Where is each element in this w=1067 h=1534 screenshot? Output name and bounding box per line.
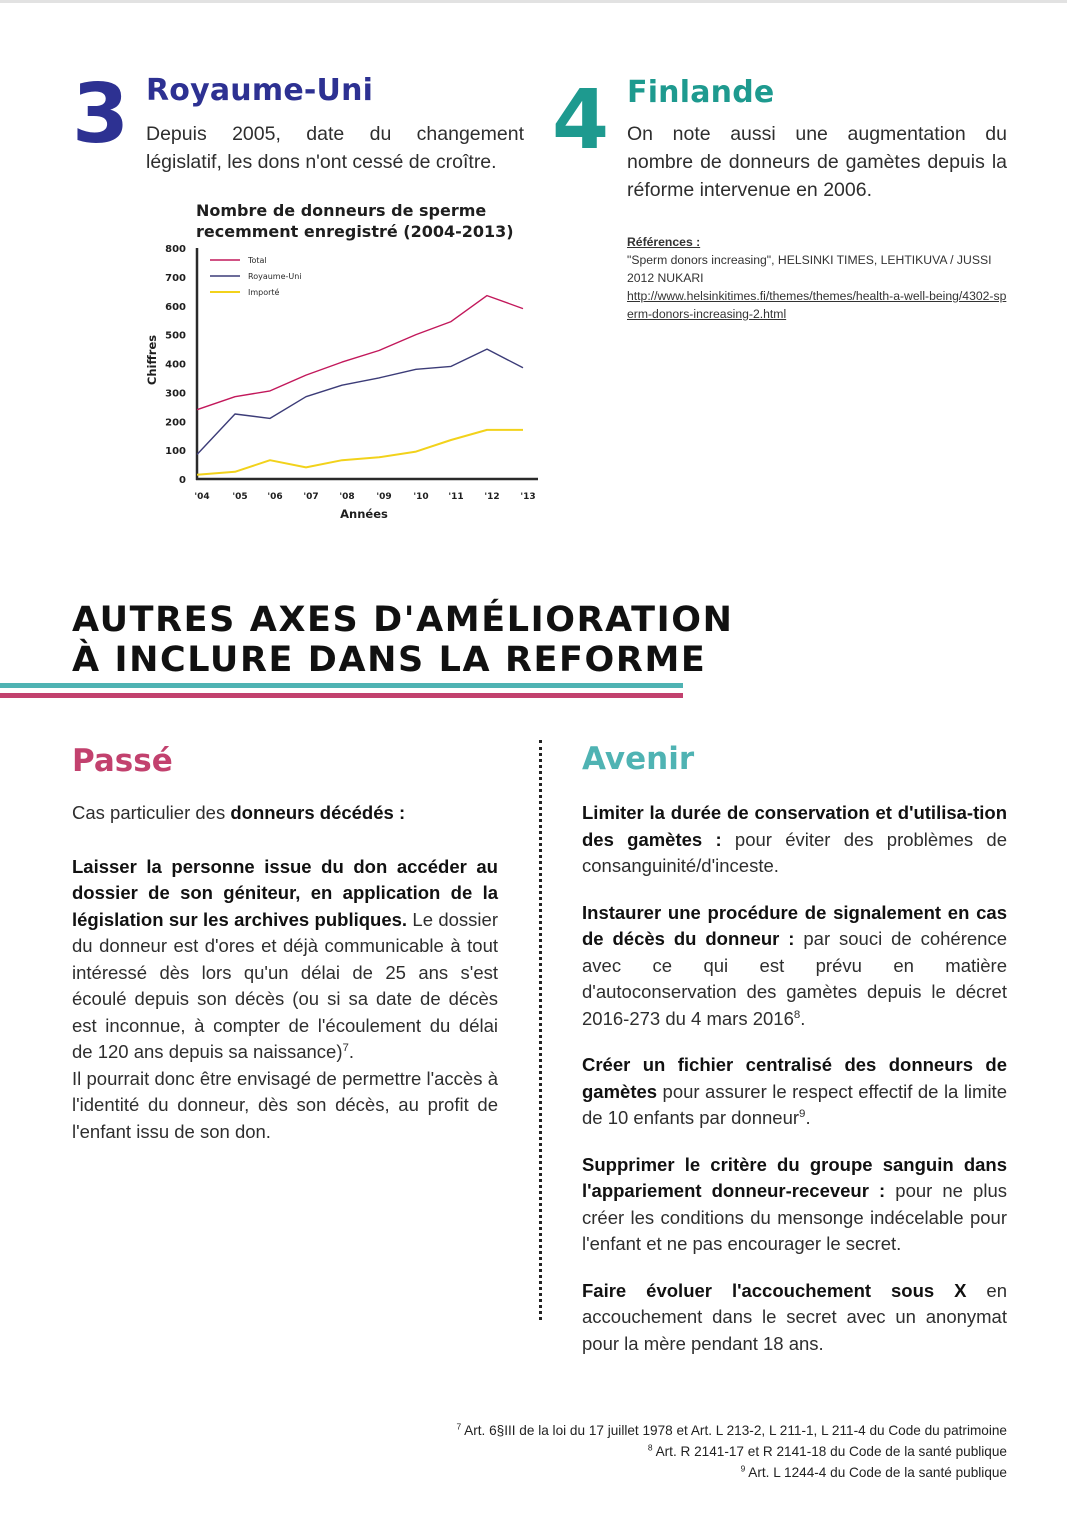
future-item-bold: Instaurer une procédure de signalement en cas de décès du donneur : [582, 901, 1007, 949]
x-tick-label: '05 [232, 492, 248, 502]
future-item [582, 1052, 1007, 1132]
future-item-text: en accouchement dans le secret avec un anonymat pour la mère pendant 18 ans. [582, 1279, 1008, 1354]
future-item-text: pour assurer le respect effectif de la limite de 10 enfants par donneur [582, 1080, 1007, 1128]
future-item-bold: Créer un fichier centralisé des donneurs de gamètes [582, 1054, 1007, 1102]
column-divider-dotted [539, 740, 542, 1320]
future-item-bold: Supprimer le critère du groupe sanguin dans l'appariement donneur-receveur : [582, 1153, 1007, 1201]
footnote-number: 9 [740, 1463, 746, 1474]
y-tick-label: 0 [179, 475, 186, 486]
y-axis-label: Chiffres [145, 334, 159, 386]
past-intro [72, 800, 498, 827]
x-tick-label: '06 [267, 492, 283, 502]
y-tick-label: 800 [165, 244, 186, 255]
x-tick-label: '11 [448, 492, 464, 502]
chart-title: Nombre de donneurs de sperme recemment enregistré (2004-2013) [196, 201, 514, 241]
uk-intro-text: Depuis 2005, date du changement législatif, les dons n'ont cessé de croître. [146, 123, 524, 173]
x-tick-label: '07 [303, 492, 319, 502]
y-tick-label: 200 [165, 417, 186, 429]
uk-section-number: 3 [72, 67, 130, 162]
past-p1-text: Le dossier du donneur est d'ores et déjà communicable à tout intéressé dès lors qu'un délai de 25 ans s'est écoulé depuis son décès (ou si sa date de décès est inconnue, à compter de l'écoulement du délai de 120 ans depuis sa naissance) [72, 908, 498, 1062]
x-tick-label: '13 [520, 492, 536, 502]
section-heading [72, 600, 733, 680]
future-item [582, 900, 1007, 1033]
legend-label: Total [248, 256, 267, 265]
references-block [627, 233, 1009, 323]
section-heading-line1: AUTRES AXES D'AMÉLIORATION [72, 600, 734, 640]
future-item-bold: Limiter la durée de conservation et d'utilisa-tion des gamètes : [582, 802, 1007, 850]
legend-label: Importé [248, 288, 280, 297]
future-column-title: Avenir [582, 741, 695, 777]
past-column-title: Passé [72, 743, 173, 779]
future-item-text: pour éviter des problèmes de consanguinité/d'inceste. [582, 828, 1008, 876]
donor-line-chart [140, 240, 540, 530]
future-item-text: pour ne plus créer les conditions du mensonge indécelable pour l'enfant et ne pas encourager le secret. [582, 1180, 1007, 1254]
y-tick-label: 300 [165, 388, 186, 400]
reference-citation: "Sperm donors increasing", HELSINKI TIMES, LEHTIKUVA / JUSSI 2012 NUKARI [627, 253, 992, 285]
uk-title: Royaume-Uni [146, 73, 374, 108]
series-line-royaume-uni [197, 349, 523, 454]
heading-underline-teal [0, 683, 683, 688]
finland-section-number: 4 [552, 73, 610, 168]
legend-label: Royaume-Uni [248, 272, 302, 281]
future-item-bold: Faire évoluer l'accouchement sous X [582, 1279, 967, 1301]
x-tick-label: '09 [376, 492, 392, 502]
heading-underline-pink [0, 693, 683, 698]
past-p1-end: . [348, 1041, 355, 1062]
past-p1-bold: Laisser la personne issue du don accéder au dossier de son géniteur, en application de la législation sur les archives publiques. [72, 855, 498, 930]
future-item [582, 800, 1007, 880]
y-tick-label: 600 [165, 301, 186, 313]
reference-link[interactable]: http://www.helsinkitimes.fi/themes/themes/health-a-well-being/4302-sperm-donors-increasing-2.html [627, 289, 1007, 321]
footnote-text: Art. L 1244-4 du Code de la santé publique [745, 1465, 1007, 1480]
footnote-number: 7 [456, 1421, 462, 1432]
y-tick-label: 500 [165, 330, 186, 342]
future-item-text: par souci de cohérence avec ce qui est prévu en matière d'autoconservation des gamètes depuis le décret 2016-273 du 4 mars 2016 [582, 928, 1007, 1029]
x-axis-label: Années [340, 507, 388, 521]
footnotes [456, 1420, 1007, 1483]
footnote-ref-8: 8 [793, 1008, 801, 1021]
page-top-border [0, 0, 1067, 3]
finland-title: Finlande [627, 75, 775, 110]
x-tick-label: '10 [413, 492, 429, 502]
y-tick-label: 100 [165, 446, 186, 458]
footnote-ref-9: 9 [799, 1107, 806, 1120]
series-line-total [197, 296, 523, 410]
future-item-end: . [800, 1007, 806, 1029]
past-intro-bold: donneurs décédés : [230, 802, 406, 823]
future-item [582, 1152, 1007, 1258]
future-column [582, 800, 1007, 1377]
y-tick-label: 400 [165, 359, 186, 371]
x-tick-label: '08 [339, 492, 355, 502]
series-line-import- [197, 430, 523, 475]
future-item-end: . [805, 1107, 811, 1128]
footnote-9 [456, 1462, 1007, 1483]
past-column [72, 800, 498, 1145]
x-tick-label: '04 [194, 492, 210, 502]
footnote-8 [456, 1441, 1007, 1462]
past-intro-text: Cas particulier des [72, 802, 231, 823]
past-paragraph-1 [72, 854, 498, 1066]
x-tick-label: '12 [484, 492, 500, 502]
footnote-text: Art. 6§III de la loi du 17 juillet 1978 et Art. L 213-2, L 211-1, L 211-4 du Code du patrimoine [461, 1423, 1007, 1438]
past-paragraph-2: Il pourrait donc être envisagé de permettre l'accès à l'identité du donneur, dès son décès, au profit de l'enfant issu de son don. [72, 1067, 498, 1142]
footnote-7 [456, 1420, 1007, 1441]
future-item [582, 1278, 1007, 1358]
footnote-ref-7: 7 [342, 1041, 349, 1054]
footnote-text: Art. R 2141-17 et R 2141-18 du Code de la santé publique [652, 1444, 1007, 1459]
y-tick-label: 700 [165, 272, 186, 284]
section-heading-line2: À INCLURE DANS LA REFORME [72, 640, 707, 680]
references-heading: Références : [627, 235, 701, 249]
finland-intro-text: On note aussi une augmentation du nombre de donneurs de gamètes depuis la réforme intervenue en 2006. [627, 123, 1007, 201]
footnote-number: 8 [647, 1442, 653, 1453]
